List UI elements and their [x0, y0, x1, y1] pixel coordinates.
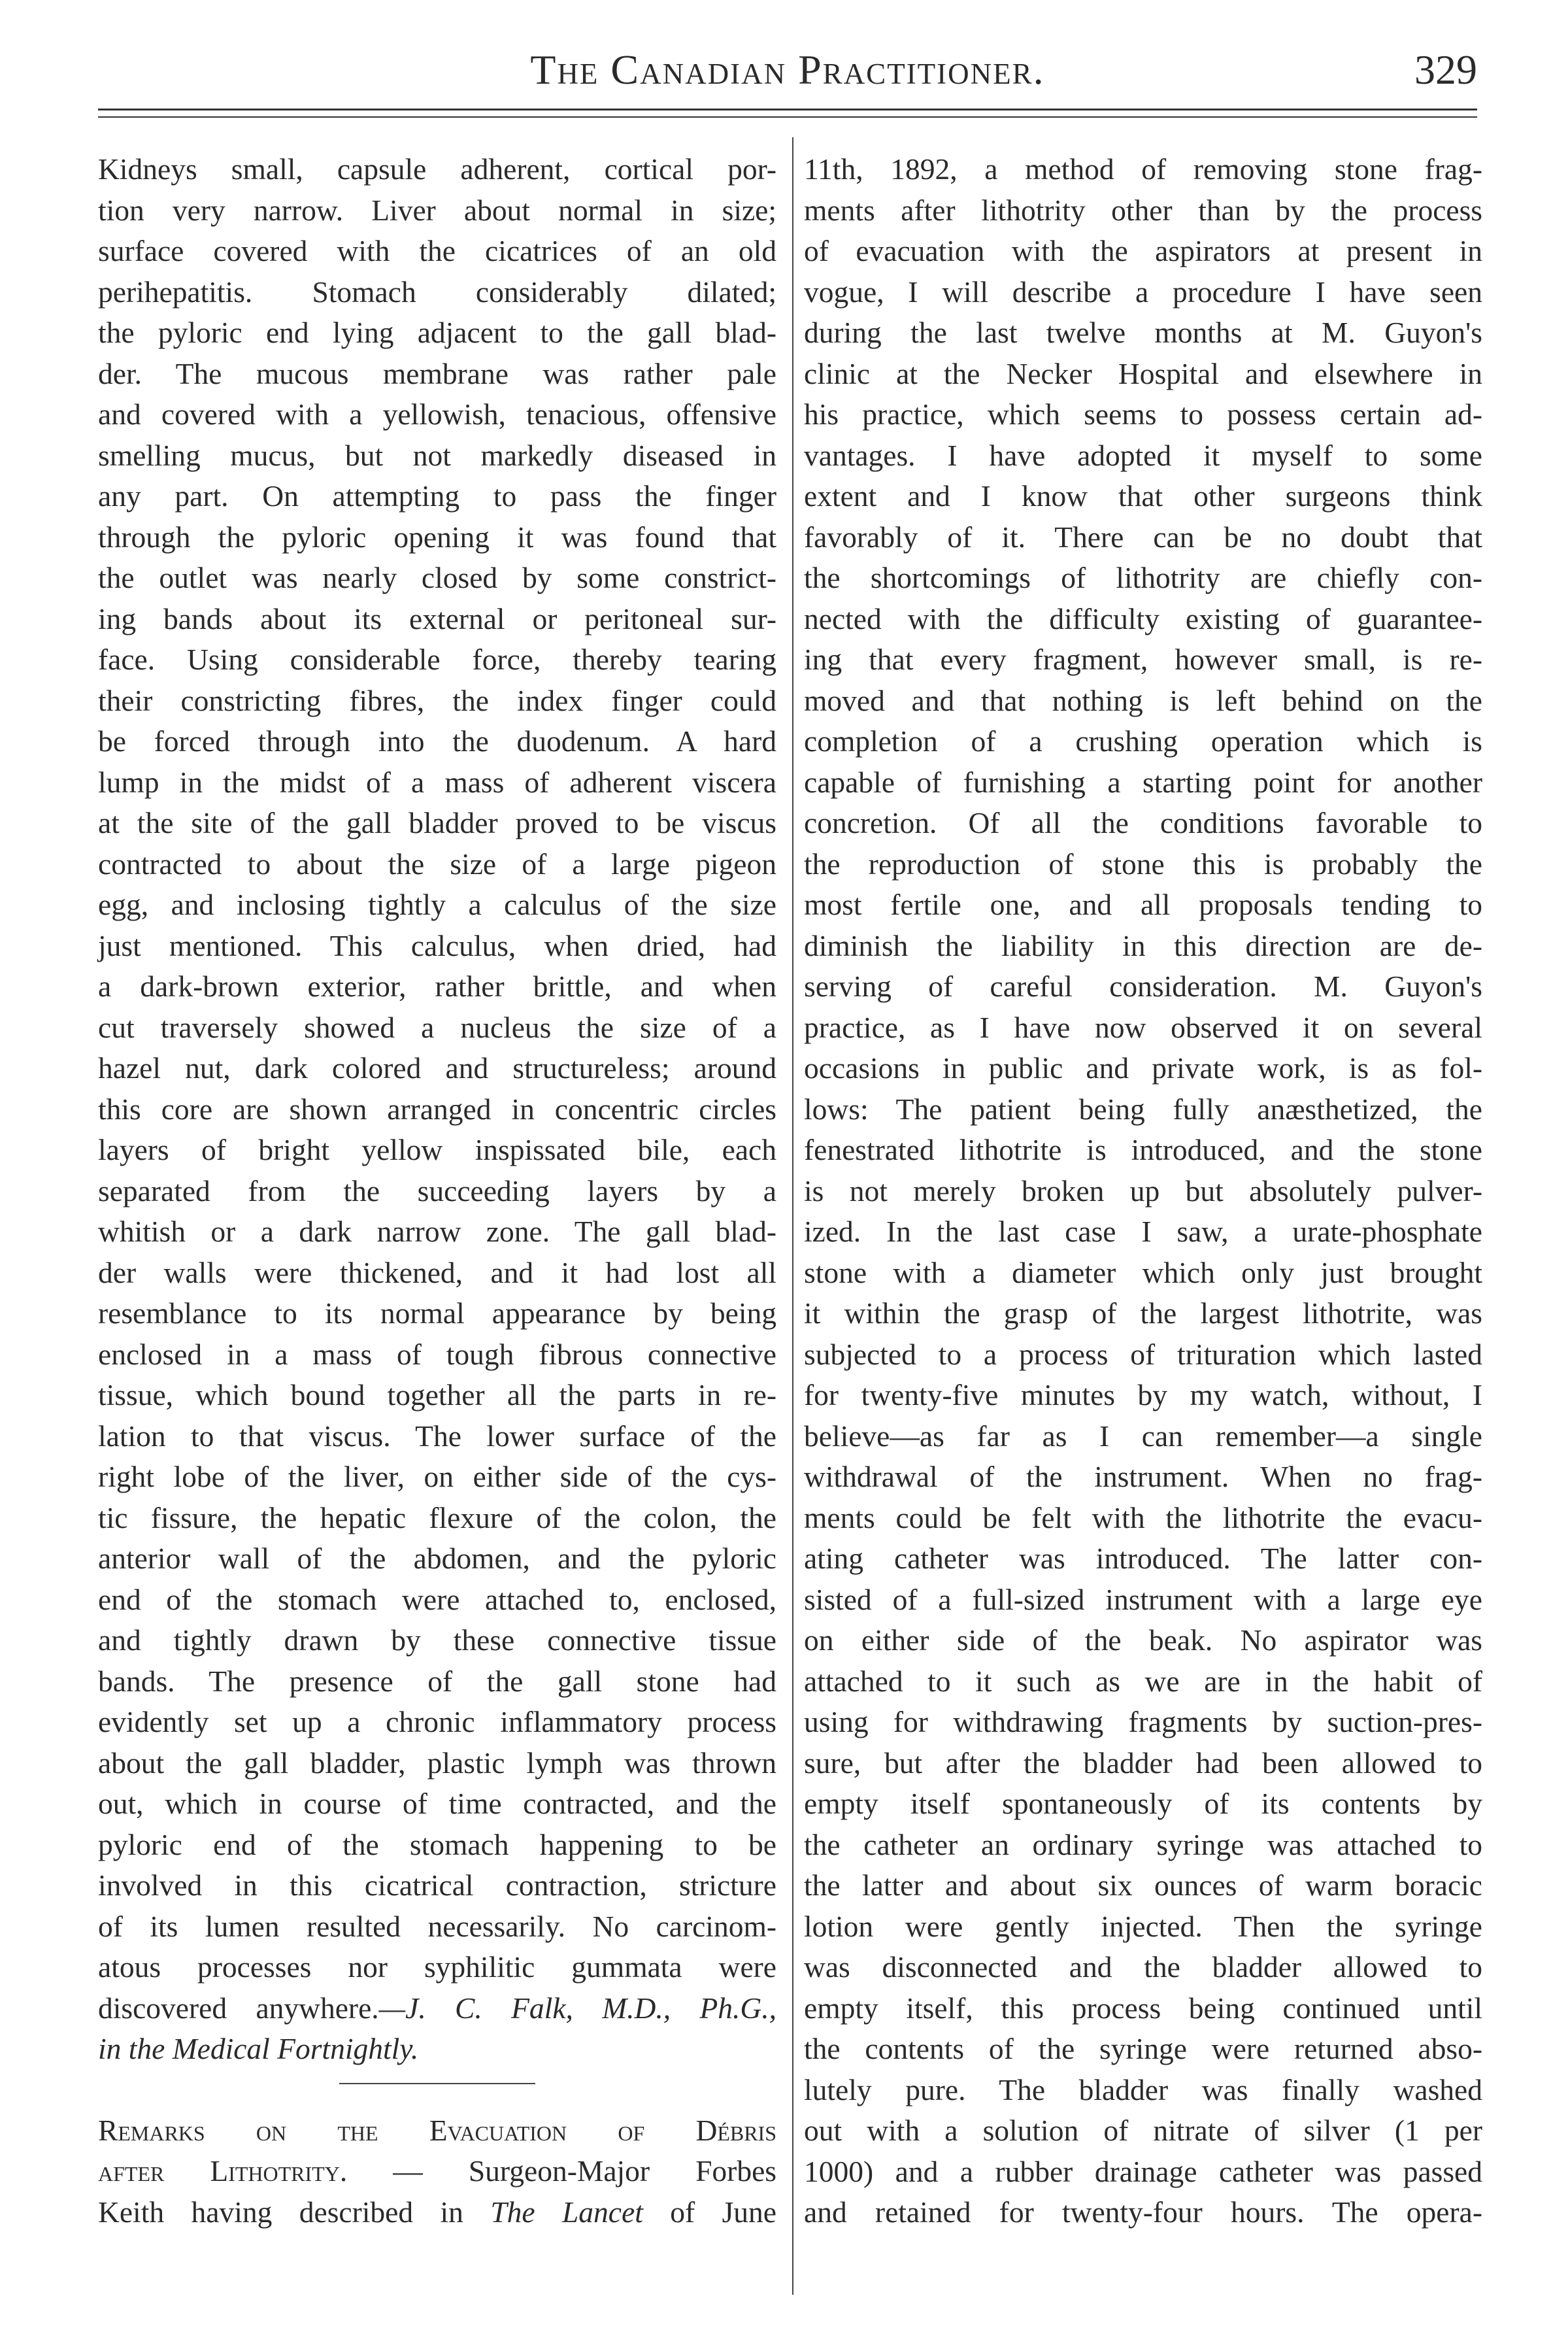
text-line: stone with a diameter which only just brought — [804, 1255, 1482, 1289]
text-line: lows: The patient being fully anæsthetized, the — [804, 1092, 1482, 1126]
text-line: ized. In the last case I saw, a urate-phosphate — [804, 1215, 1482, 1248]
text-line: layers of bright yellow inspissated bile, each — [98, 1133, 776, 1166]
text-line: just mentioned. This calculus, when dried, had — [98, 928, 776, 962]
left-column — [98, 149, 776, 2233]
text-line: any part. On attempting to pass the finger — [98, 479, 776, 513]
text-line: lutely pure. The bladder was finally washed — [804, 2072, 1482, 2106]
text-line: out, which in course of time contracted, and the — [98, 1787, 776, 1820]
text-line: ing that every fragment, however small, is re- — [804, 643, 1482, 676]
text-line: cut traversely showed a nucleus the size of a — [98, 1010, 776, 1044]
text-line: during the last twelve months at M. Guyon's — [804, 316, 1482, 349]
text-line: enclosed in a mass of tough fibrous connective — [98, 1337, 776, 1371]
text-line: surface covered with the cicatrices of an old — [98, 234, 776, 267]
text-line: smelling mucus, but not markedly diseased in — [98, 438, 776, 472]
text-line: his practice, which seems to possess certain ad- — [804, 397, 1482, 431]
text-line: tic fissure, the hepatic flexure of the colon, the — [98, 1500, 776, 1534]
text-line: and covered with a yellowish, tenacious, offensive — [98, 397, 776, 431]
page-number: 329 — [1414, 46, 1477, 93]
text-line: be forced through into the duodenum. A hard — [98, 724, 776, 758]
text-line: is not merely broken up but absolutely pulver- — [804, 1174, 1482, 1208]
text-line: sure, but after the bladder had been allowed to — [804, 1746, 1482, 1780]
text-line: ing bands about its external or peritoneal sur- — [98, 601, 776, 635]
text-line: ments could be felt with the lithotrite the evacu- — [804, 1500, 1482, 1534]
text-line: the contents of the syringe were returned abso- — [804, 2032, 1482, 2065]
text-line: occasions in public and private work, is as fol- — [804, 1051, 1482, 1085]
text-line: subjected to a process of trituration which lasted — [804, 1337, 1482, 1371]
right-column-body — [804, 149, 1482, 2233]
text-line: believe—as far as I can remember—a single — [804, 1419, 1482, 1453]
text-line: right lobe of the liver, on either side of the cys- — [98, 1460, 776, 1493]
text-line: face. Using considerable force, thereby tearing — [98, 643, 776, 676]
text-line: out with a solution of nitrate of silver (1 per — [804, 2114, 1482, 2147]
text-line: involved in this cicatrical contraction, stricture — [98, 1868, 776, 1902]
text-line: concretion. Of all the conditions favorable to — [804, 806, 1482, 839]
text-line: the catheter an ordinary syringe was attached to — [804, 1827, 1482, 1861]
text-line: nected with the difficulty existing of guarantee- — [804, 601, 1482, 635]
text-line: at the site of the gall bladder proved to be viscus — [98, 806, 776, 839]
journal-name: The Lancet — [490, 2195, 643, 2229]
text-line: contracted to about the size of a large pigeon — [98, 847, 776, 881]
text-line: of its lumen resulted necessarily. No carcinom- — [98, 1909, 776, 1943]
text-line: the pyloric end lying adjacent to the gall blad- — [98, 316, 776, 349]
text-line: lump in the midst of a mass of adherent viscera — [98, 765, 776, 799]
text-line: atous processes nor syphilitic gummata were — [98, 1950, 776, 1984]
text-line: egg, and inclosing tightly a calculus of the size — [98, 888, 776, 921]
text-line: serving of careful consideration. M. Guyon's — [804, 970, 1482, 1003]
text-line: vantages. I have adopted it myself to some — [804, 438, 1482, 472]
text-line: clinic at the Necker Hospital and elsewhere in — [804, 356, 1482, 390]
text-line: about the gall bladder, plastic lymph was thrown — [98, 1746, 776, 1780]
right-column — [804, 149, 1482, 2233]
text-line: tissue, which bound together all the parts in re- — [98, 1378, 776, 1411]
text-line: moved and that nothing is left behind on the — [804, 683, 1482, 717]
section-divider — [339, 2083, 535, 2084]
text-line: vogue, I will describe a procedure I have seen — [804, 275, 1482, 309]
text-line: evidently set up a chronic inflammatory process — [98, 1705, 776, 1738]
text-line: through the pyloric opening it was found that — [98, 520, 776, 554]
header-rule-bottom — [98, 116, 1477, 118]
column-divider — [792, 137, 793, 2295]
text-line: lotion were gently injected. Then the syringe — [804, 1909, 1482, 1943]
header-rule-top — [98, 109, 1477, 110]
text-line: of evacuation with the aspirators at present in — [804, 234, 1482, 267]
text-line: favorably of it. There can be no doubt that — [804, 520, 1482, 554]
text-line: and tightly drawn by these connective tissue — [98, 1623, 776, 1657]
paragraph-line: Keith having described in The Lancet of June — [98, 2195, 776, 2229]
text-line: the shortcomings of lithotrity are chiefly con- — [804, 561, 1482, 594]
text-line: the reproduction of stone this is probably the — [804, 847, 1482, 881]
text-line: most fertile one, and all proposals tending to — [804, 888, 1482, 921]
text-line: fenestrated lithotrite is introduced, and the stone — [804, 1133, 1482, 1166]
text-line: bands. The presence of the gall stone had — [98, 1664, 776, 1698]
text-line: resemblance to its normal appearance by being — [98, 1296, 776, 1330]
text-line: capable of furnishing a starting point for another — [804, 765, 1482, 799]
text-line: end of the stomach were attached to, enclosed, — [98, 1582, 776, 1616]
text-line: extent and I know that other surgeons think — [804, 479, 1482, 513]
citation-line: discovered anywhere.—J. C. Falk, M.D., Ph.G., — [98, 1991, 777, 2025]
text-line: empty itself, this process being continued until — [804, 1991, 1482, 2025]
text-line: 1000) and a rubber drainage catheter was passed — [804, 2154, 1482, 2188]
citation-author: —J. C. Falk, M.D., Ph.G., — [378, 1991, 777, 2025]
text-line: lation to that viscus. The lower surface of the — [98, 1419, 776, 1453]
text-line: on either side of the beak. No aspirator was — [804, 1623, 1482, 1657]
text-line: tion very narrow. Liver about normal in size; — [98, 193, 776, 227]
text-line: Kidneys small, capsule adherent, cortical por- — [98, 152, 776, 186]
text-line: sisted of a full-sized instrument with a large eye — [804, 1582, 1482, 1616]
text-line: der. The mucous membrane was rather pale — [98, 356, 776, 390]
text-line: 11th, 1892, a method of removing stone frag- — [804, 152, 1482, 186]
text-line: a dark-brown exterior, rather brittle, and when — [98, 970, 776, 1003]
text-line: for twenty-five minutes by my watch, without, I — [804, 1378, 1482, 1411]
text-line: using for withdrawing fragments by suction-pres- — [804, 1705, 1482, 1738]
text-line: separated from the succeeding layers by a — [98, 1174, 776, 1208]
text-line: anterior wall of the abdomen, and the pyloric — [98, 1542, 776, 1575]
text-line: their constricting fibres, the index finger could — [98, 683, 776, 717]
text-line: practice, as I have now observed it on several — [804, 1010, 1482, 1044]
running-header — [98, 46, 1477, 118]
text-line: and retained for twenty-four hours. The opera- — [804, 2195, 1482, 2229]
journal-title: The Canadian Practitioner. — [530, 46, 1045, 93]
text-line: perihepatitis. Stomach considerably dilated; — [98, 275, 776, 309]
text-line: pyloric end of the stomach happening to be — [98, 1827, 776, 1861]
text-line: withdrawal of the instrument. When no frag- — [804, 1460, 1482, 1493]
text-line: it within the grasp of the largest lithotrite, was — [804, 1296, 1482, 1330]
text-line: hazel nut, dark colored and structureless; around — [98, 1051, 776, 1085]
text-line: the latter and about six ounces of warm boracic — [804, 1868, 1482, 1902]
text-line: the outlet was nearly closed by some constrict- — [98, 561, 776, 594]
text-line: empty itself spontaneously of its contents by — [804, 1787, 1482, 1820]
text-line: completion of a crushing operation which is — [804, 724, 1482, 758]
citation-source: in the Medical Fortnightly. — [98, 2032, 419, 2065]
text-line: diminish the liability in this direction are de- — [804, 928, 1482, 962]
section-heading-continued: after Lithotrity. — Surgeon-Major Forbes — [98, 2154, 776, 2188]
section-heading: Remarks on the Evacuation of Débris — [98, 2113, 776, 2147]
text-line: this core are shown arranged in concentric circles — [98, 1092, 776, 1126]
text-line: ating catheter was introduced. The latter con- — [804, 1542, 1482, 1575]
text-line: was disconnected and the bladder allowed to — [804, 1950, 1482, 1984]
left-column-body — [98, 149, 776, 1988]
text-line: whitish or a dark narrow zone. The gall blad- — [98, 1215, 776, 1248]
text-line: attached to it such as we are in the habit of — [804, 1664, 1482, 1698]
text-line: ments after lithotrity other than by the process — [804, 193, 1482, 227]
text-line: der walls were thickened, and it had lost all — [98, 1255, 776, 1289]
